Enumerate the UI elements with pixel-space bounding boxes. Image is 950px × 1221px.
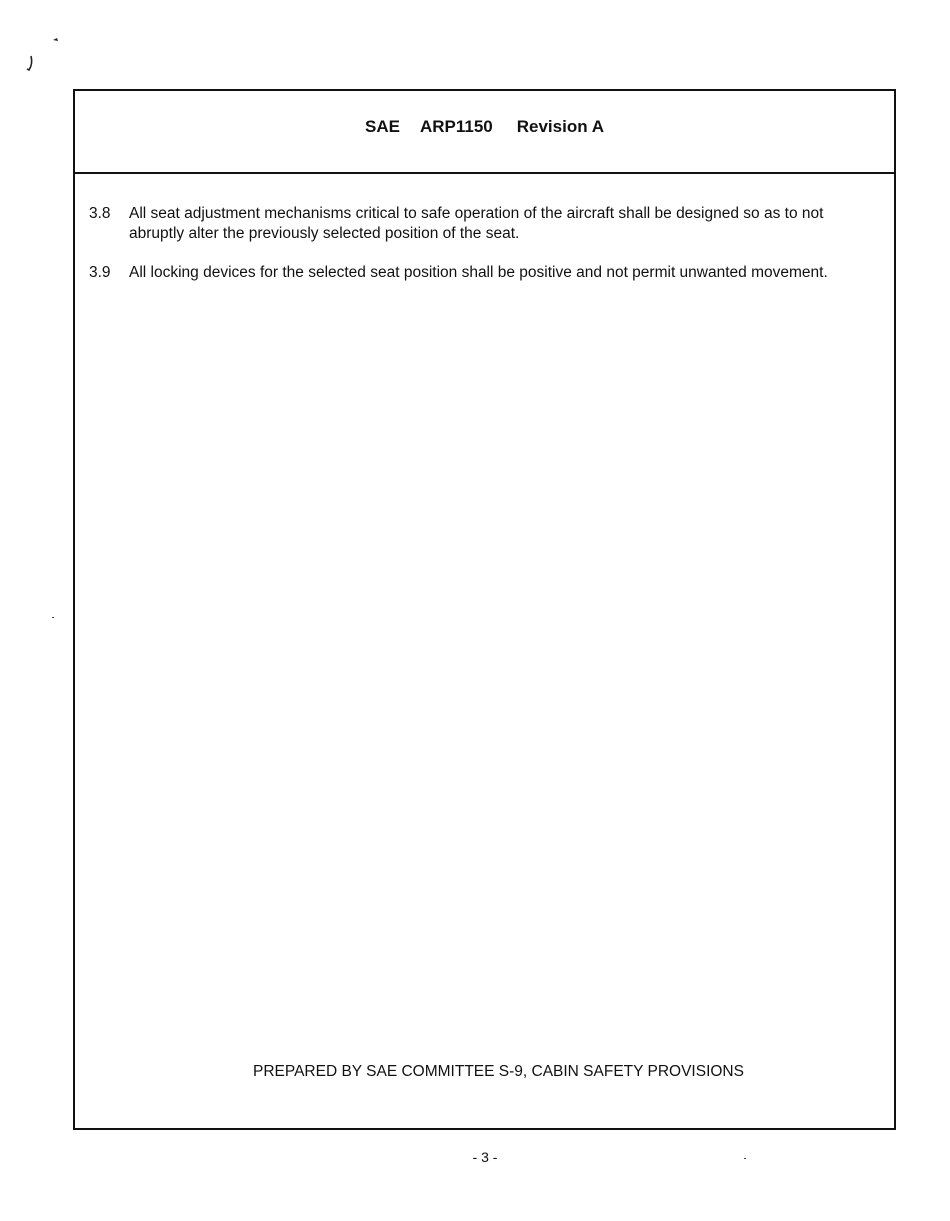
page-number: - 3 - [472, 1149, 498, 1165]
title-revision: Revision A [516, 117, 604, 136]
title-org: SAE [365, 117, 400, 136]
scan-artifact-mark [20, 34, 70, 79]
clause-3-8 [89, 204, 879, 244]
title-doc-number: ARP1150 [419, 117, 493, 136]
prepared-by-statement: PREPARED BY SAE COMMITTEE S-9, CABIN SAFETY PROVISIONS [253, 1063, 744, 1080]
clause-number: 3.9 [89, 264, 111, 281]
clause-text: All locking devices for the selected seat position shall be positive and not permit unwanted movement. [129, 264, 828, 281]
document-frame [73, 89, 896, 1130]
scan-artifact-dot [52, 617, 54, 618]
clause-text: All seat adjustment mechanisms critical to safe operation of the aircraft shall be designed so as to not abruptly alter the previously selected position of the seat. [129, 205, 824, 242]
clause-3-9 [89, 263, 879, 283]
document-title [75, 117, 894, 137]
document-header [75, 91, 894, 174]
clause-number: 3.8 [89, 205, 111, 222]
